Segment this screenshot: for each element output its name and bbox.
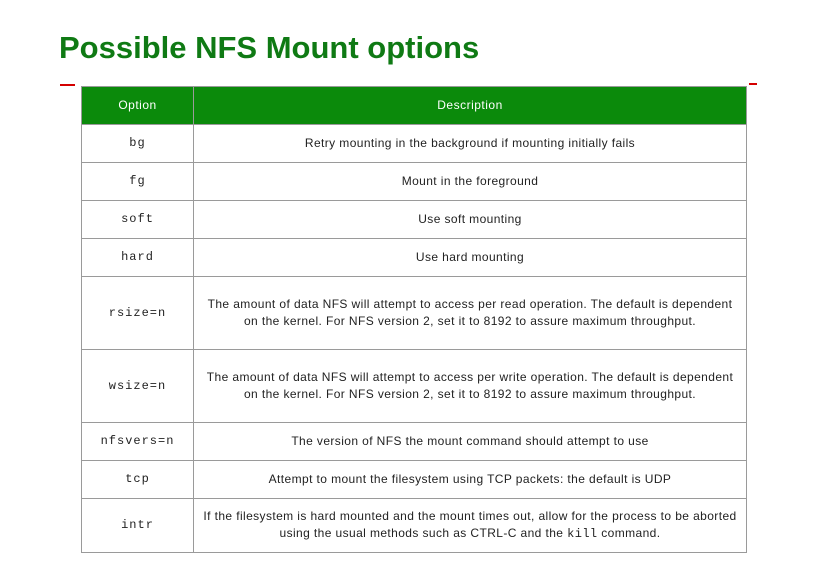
description-cell: Mount in the foreground [194, 163, 747, 201]
option-cell: rsize=n [82, 277, 194, 350]
description-cell: Attempt to mount the filesystem using TCP packets: the default is UDP [194, 461, 747, 499]
accent-rule-right [749, 83, 757, 85]
table-row [82, 277, 747, 350]
description-cell: Use soft mounting [194, 201, 747, 239]
option-cell: tcp [82, 461, 194, 499]
table-row [82, 423, 747, 461]
header-description: Description [194, 87, 747, 125]
option-cell: soft [82, 201, 194, 239]
table-row [82, 163, 747, 201]
description-cell: Retry mounting in the background if mounting initially fails [194, 125, 747, 163]
description-text: command. [597, 526, 661, 540]
table-header-row [82, 87, 747, 125]
option-cell: fg [82, 163, 194, 201]
option-cell: nfsvers=n [82, 423, 194, 461]
table-row [82, 461, 747, 499]
table-row [82, 201, 747, 239]
description-cell: Use hard mounting [194, 239, 747, 277]
option-cell: intr [82, 499, 194, 553]
description-cell: The version of NFS the mount command should attempt to use [194, 423, 747, 461]
table-row [82, 350, 747, 423]
description-cell: The amount of data NFS will attempt to access per read operation. The default is dependent on the kernel. For NFS version 2, set it to 8192 to assure maximum throughput. [194, 277, 747, 350]
description-cell [194, 499, 747, 553]
page-title: Possible NFS Mount options [59, 30, 480, 65]
table-row [82, 239, 747, 277]
description-cell: The amount of data NFS will attempt to access per write operation. The default is dependent on the kernel. For NFS version 2, set it to 8192 to assure maximum throughput. [194, 350, 747, 423]
option-cell: wsize=n [82, 350, 194, 423]
table-row [82, 125, 747, 163]
description-text: If the filesystem is hard mounted and the mount times out, allow for the process to be aborted using the usual methods such as CTRL-C and the [203, 509, 737, 540]
accent-rule-left [60, 84, 75, 86]
inline-code: kill [567, 527, 598, 541]
nfs-options-table [81, 86, 747, 553]
option-cell: hard [82, 239, 194, 277]
header-option: Option [82, 87, 194, 125]
option-cell: bg [82, 125, 194, 163]
table-row [82, 499, 747, 553]
